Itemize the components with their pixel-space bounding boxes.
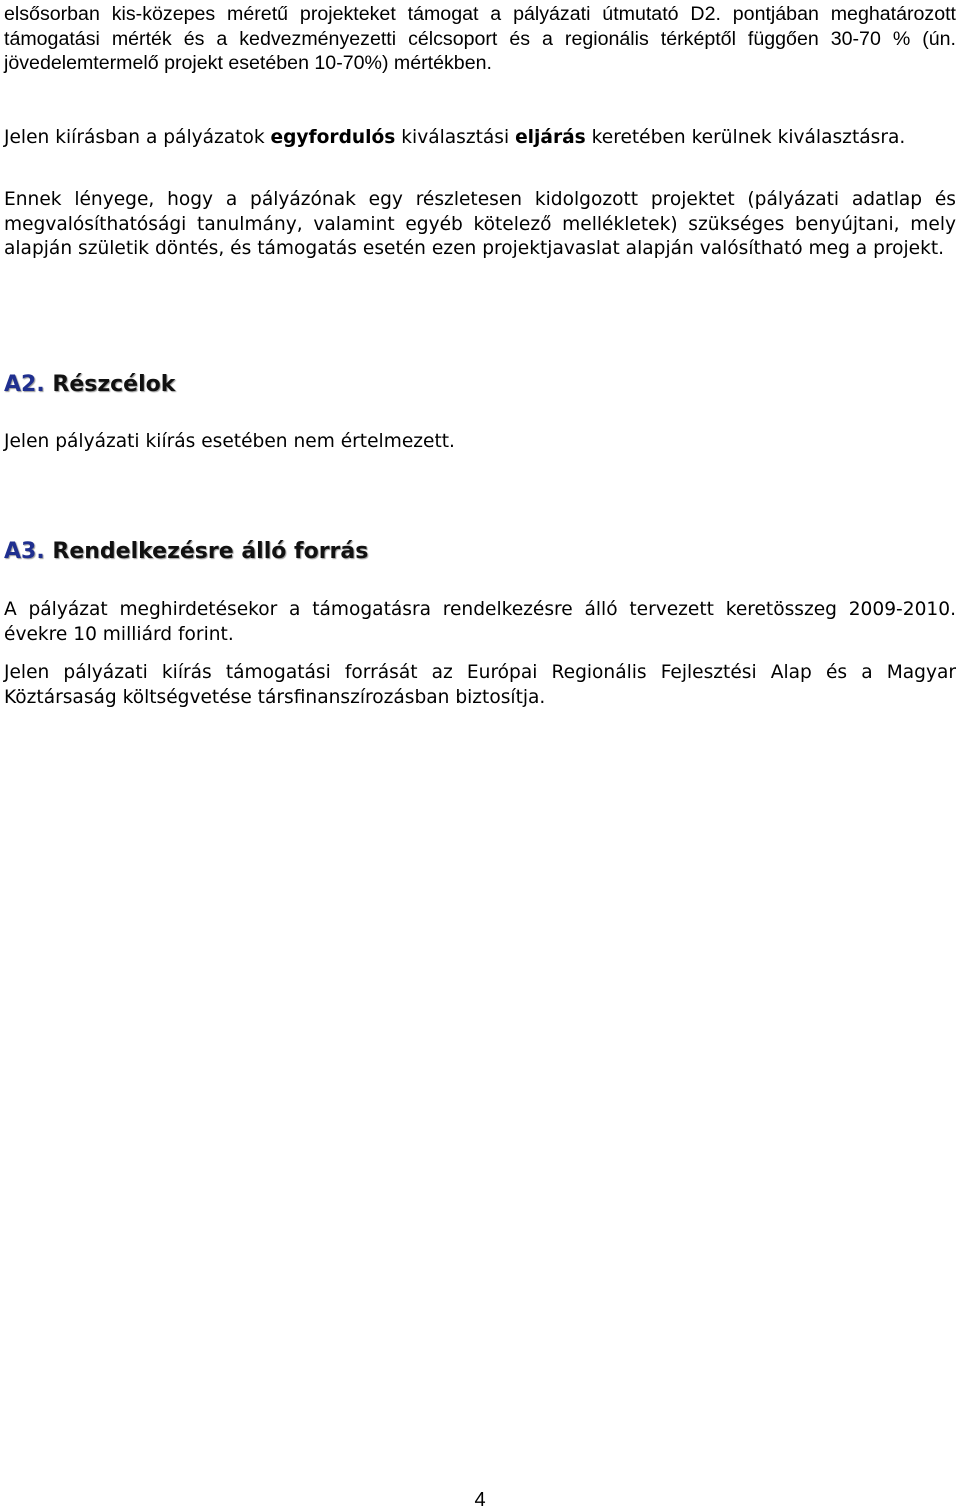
essence-paragraph: Ennek lényege, hogy a pályázónak egy részletesen kidolgozott projektet (pályázati adatlap és megvalósíthatósági tanulmány, valamint egyéb kötelező mellékletek) szükséges benyújtani, mely alapján születik döntés, és támogatás esetén ezen projektjavaslat alapján valósítható meg a projekt.	[4, 189, 956, 259]
section-a3-funding-amount: A pályázat meghirdetésekor a támogatásra rendelkezésre álló tervezett keretösszeg 2009-2010. évekre 10 milliárd forint.	[4, 599, 956, 645]
section-a3-funding-source: Jelen pályázati kiírás támogatási forrását az Európai Regionális Fejlesztési Alap és a Magyar Köztársaság költségvetése társfinanszírozásban biztosítja.	[4, 662, 956, 708]
section-a2-number: A2.	[4, 372, 45, 397]
section-a3-heading	[4, 538, 368, 566]
selection-text-part1: Jelen kiírásban a pályázatok	[4, 127, 271, 148]
selection-text-part3: keretében kerülnek kiválasztásra.	[585, 127, 906, 148]
page-number: 4	[474, 1489, 486, 1511]
section-a2-text: Jelen pályázati kiírás esetében nem értelmezett.	[4, 431, 455, 452]
intro-paragraph: elsősorban kis-közepes méretű projekteket támogat a pályázati útmutató D2. pontjában meghatározott támogatási mérték és a kedvezményezetti célcsoport és a regionális térképtől függően 30-70 % (ún. jövedelemtermelő projekt esetében 10-70%) mértékben.	[4, 3, 956, 74]
section-a2-title: Részcélok	[52, 372, 176, 397]
selection-bold-procedure: eljárás	[515, 127, 586, 148]
section-a2-heading	[4, 371, 175, 399]
selection-text-part2: kiválasztási	[395, 127, 516, 148]
section-a3-title: Rendelkezésre álló forrás	[52, 539, 369, 564]
section-a3-number: A3.	[4, 539, 45, 564]
selection-bold-one-round: egyfordulós	[270, 127, 396, 148]
selection-paragraph	[4, 126, 956, 151]
